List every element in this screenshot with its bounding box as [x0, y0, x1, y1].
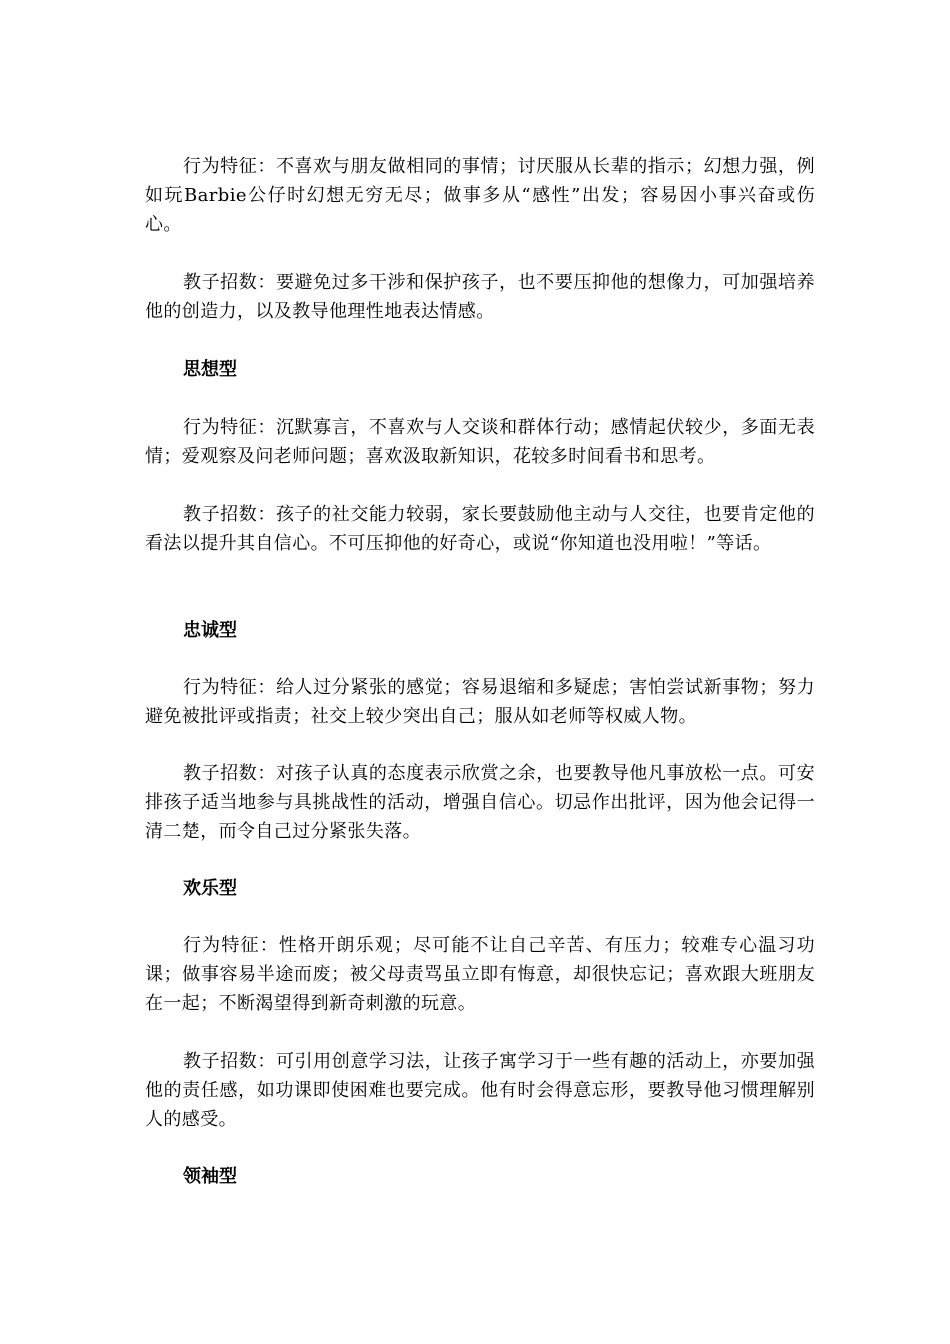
paragraph-behavior-loyal: 行为特征：给人过分紧张的感觉；容易退缩和多疑虑；害怕尝试新事物；努力避免被批评或指责；社交上较少突出自己；服从如老师等权威人物。 [145, 677, 815, 727]
paragraph-teaching-thinker: 教子招数：孩子的社交能力较弱，家长要鼓励他主动与人交往，也要肯定他的看法以提升其自信心。不可压抑他的好奇心，或说“你知道也没用啦！”等话。 [145, 504, 815, 554]
section-heading-thinker: 思想型 [183, 359, 237, 380]
section-heading-joyful: 欢乐型 [183, 878, 237, 899]
paragraph-teaching-1: 教子招数：要避免过多干涉和保护孩子，也不要压抑他的想像力，可加强培养他的创造力，以及教导他理性地表达情感。 [145, 272, 815, 322]
section-heading-loyal: 忠诚型 [183, 620, 237, 641]
paragraph-behavior-1: 行为特征：不喜欢与朋友做相同的事情；讨厌服从长辈的指示；幻想力强，例如玩Barbie公仔时幻想无穷无尽；做事多从“感性”出发；容易因小事兴奋或伤心。 [145, 156, 815, 235]
section-heading-leader: 领袖型 [183, 1166, 237, 1187]
paragraph-teaching-loyal: 教子招数：对孩子认真的态度表示欣赏之余，也要教导他凡事放松一点。可安排孩子适当地参与具挑战性的活动，增强自信心。切忌作出批评，因为他会记得一清二楚，而令自己过分紧张失落。 [145, 763, 815, 842]
paragraph-teaching-joyful: 教子招数：可引用创意学习法，让孩子寓学习于一些有趣的活动上，亦要加强他的责任感，如功课即使困难也要完成。他有时会得意忘形，要教导他习惯理解别人的感受。 [145, 1051, 815, 1130]
paragraph-behavior-thinker: 行为特征：沉默寡言，不喜欢与人交谈和群体行动；感情起伏较少，多面无表情；爱观察及问老师问题；喜欢汲取新知识，花较多时间看书和思考。 [145, 417, 815, 467]
paragraph-behavior-joyful: 行为特征：性格开朗乐观；尽可能不让自己辛苦、有压力；较难专心温习功课；做事容易半途而废；被父母责骂虽立即有悔意，却很快忘记；喜欢跟大班朋友在一起；不断渴望得到新奇刺激的玩意。 [145, 935, 815, 1014]
